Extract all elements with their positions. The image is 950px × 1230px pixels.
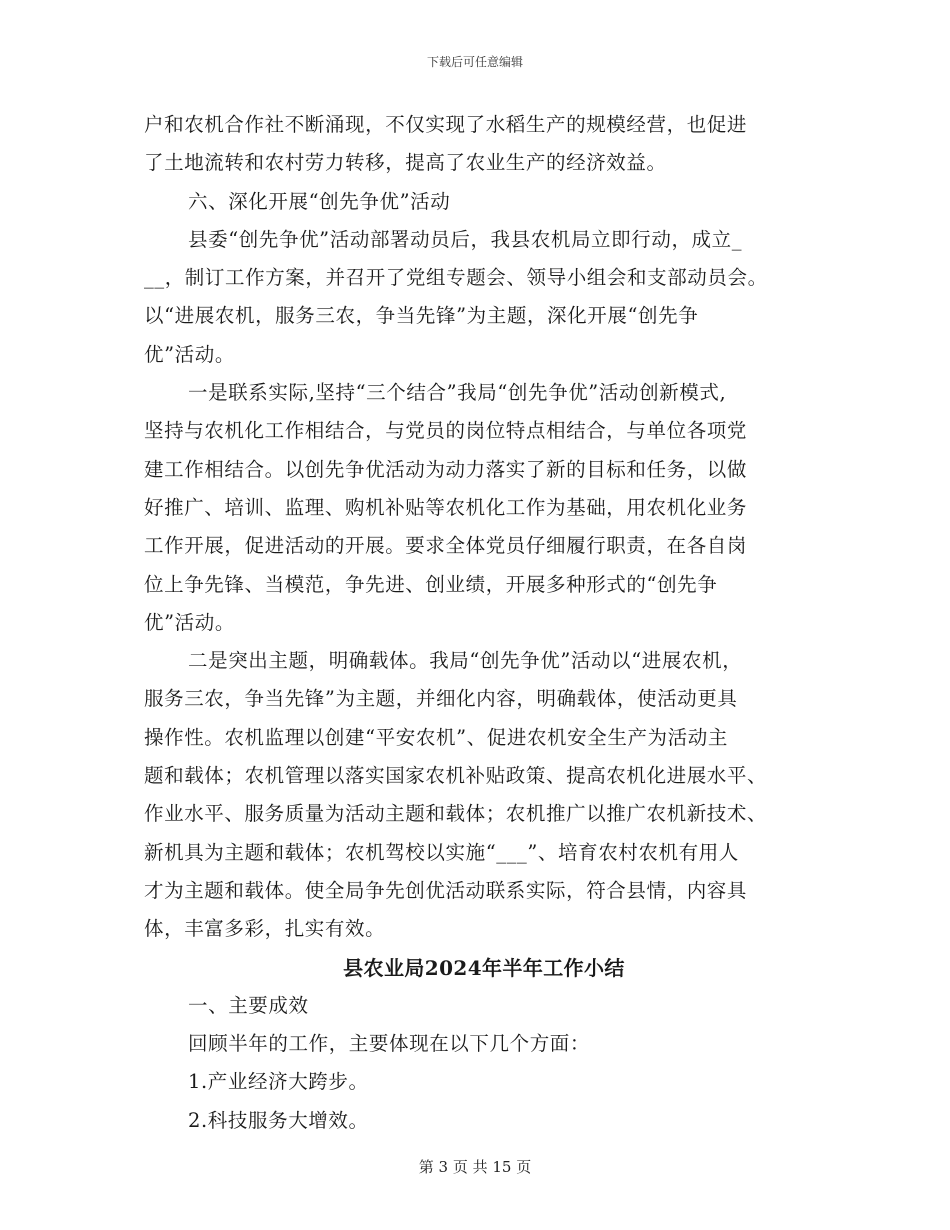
page-number: 第 3 页 共 15 页 xyxy=(418,1158,532,1176)
text-line: 好推广、培训、监理、购机补贴等农机化工作为基础，用农机化业务 xyxy=(144,495,748,519)
text-line: 建工作相结合。以创先争优活动为动力落实了新的目标和任务，以做 xyxy=(144,457,748,481)
text-line: 2.科技服务大增效。 xyxy=(188,1108,369,1132)
text-line: 了土地流转和农村劳力转移，提高了农业生产的经济效益。 xyxy=(144,151,667,175)
text-line: 新机具为主题和载体；农机驾校以实施“___”、培育农村农机有用人 xyxy=(144,840,739,864)
section-paragraphs xyxy=(144,987,824,1140)
text-line: 六、深化开展“创先争优”活动 xyxy=(188,189,451,213)
page-header: 下载后可任意编辑 xyxy=(426,55,523,69)
text-line: 户和农机合作社不断涌现，不仅实现了水稻生产的规模经营，也促进 xyxy=(144,113,748,136)
text-line: 1.产业经济大跨步。 xyxy=(188,1070,369,1094)
text-line: 操作性。农机监理以创建“平安农机”、促进农机安全生产为活动主 xyxy=(144,725,728,749)
text-line: 优”活动。 xyxy=(144,610,235,634)
text-line: 县委“创先争优”活动部署动员后，我县农机局立即行动，成立_ xyxy=(188,227,743,251)
text-line: 服务三农，争当先锋”为主题，并细化内容，明确载体，使活动更具 xyxy=(144,687,738,711)
text-line: 题和载体；农机管理以落实国家农机补贴政策、提高农机化进展水平、 xyxy=(144,764,768,788)
body-paragraphs xyxy=(144,106,824,949)
text-line: 一、主要成效 xyxy=(188,993,309,1017)
text-line: 坚持与农机化工作相结合，与党员的岗位特点相结合，与单位各项党 xyxy=(144,419,748,443)
text-line: 体，丰富多彩，扎实有效。 xyxy=(144,917,386,941)
text-line: 位上争先锋、当模范，争先进、创业绩，开展多种形式的“创先争 xyxy=(144,572,718,596)
text-line: __，制订工作方案，并召开了党组专题会、领导小组会和支部动员会。 xyxy=(144,266,768,290)
text-line: 二是突出主题，明确载体。我局“创先争优”活动以“进展农机， xyxy=(188,649,743,673)
text-line: 才为主题和载体。使全局争先创优活动联系实际，符合县情，内容具 xyxy=(144,878,748,902)
section-title: 县农业局2024年半年工作小结 xyxy=(343,955,625,980)
text-line: 优”活动。 xyxy=(144,342,235,366)
text-line: 一是联系实际,坚持“三个结合”我局“创先争优”活动创新模式, xyxy=(188,381,727,405)
document-body xyxy=(144,106,824,1140)
text-line: 以“进展农机，服务三农，争当先锋”为主题，深化开展“创先争 xyxy=(144,304,699,328)
text-line: 作业水平、服务质量为活动主题和载体；农机推广以推广农机新技术、 xyxy=(144,802,768,826)
text-line: 工作开展，促进活动的开展。要求全体党员仔细履行职责，在各自岗 xyxy=(144,534,748,558)
text-line: 回顾半年的工作，主要体现在以下几个方面： xyxy=(188,1032,591,1056)
